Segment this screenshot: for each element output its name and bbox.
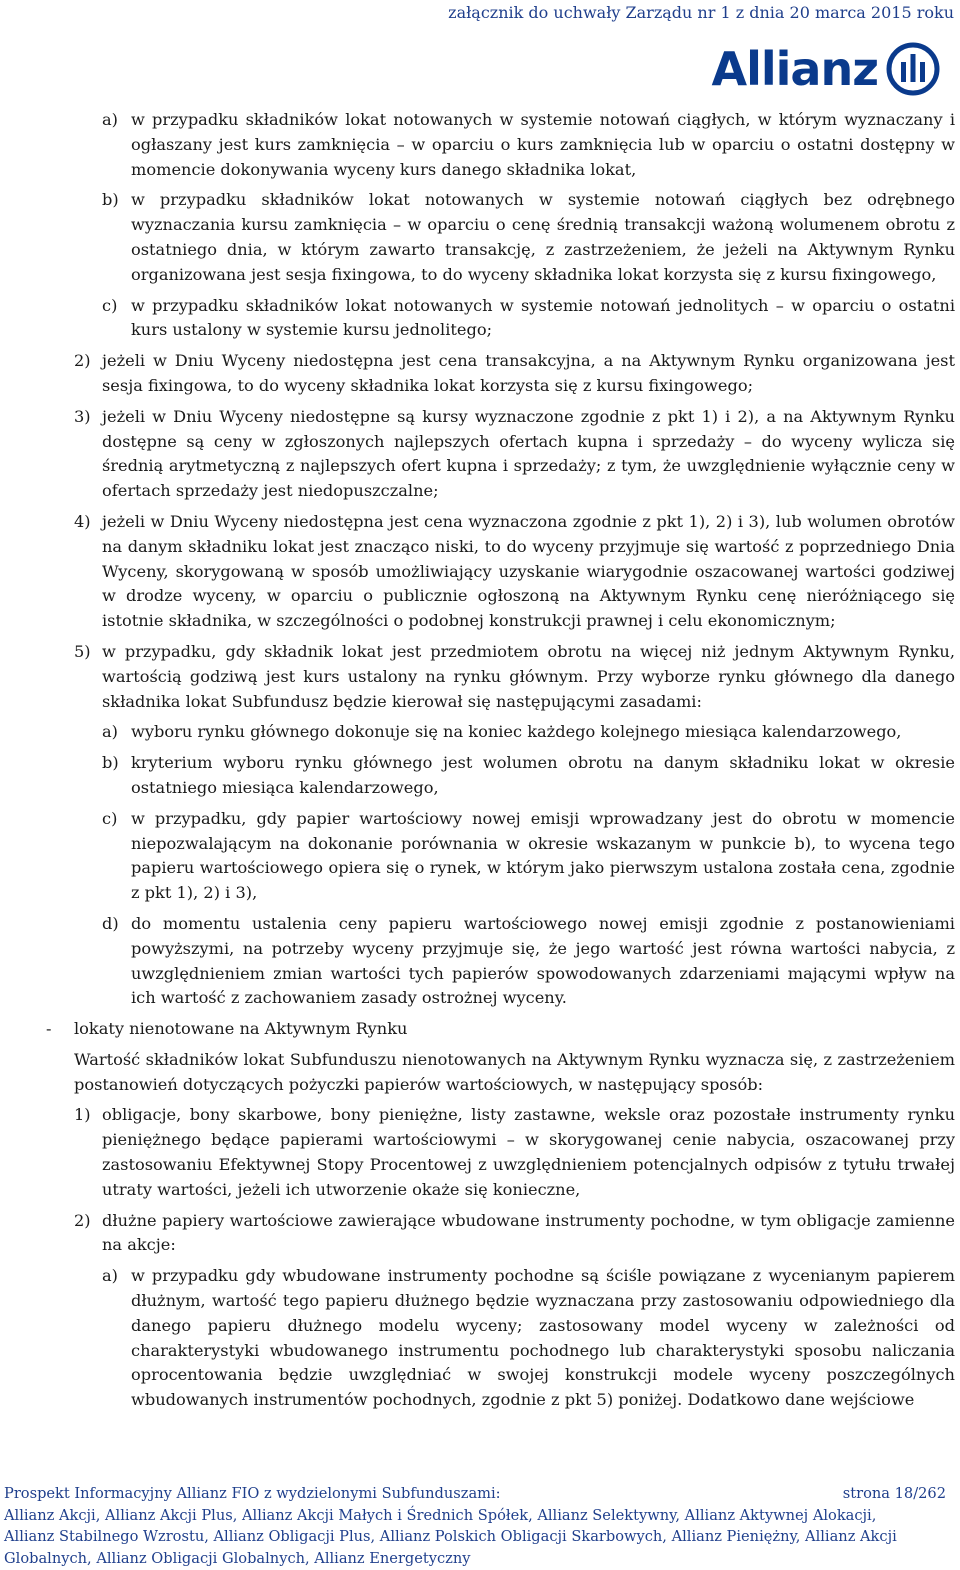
logo-wordmark: Allianz xyxy=(711,42,878,96)
list-text: w przypadku, gdy papier wartościowy nowej emisji wprowadzany jest do obrotu w momencie niepozwalającym na dokonanie porównania w okresie wskazanym w punkcie b), to wycena tego papieru wartościowego opiera się o rynek, w którym jako pierwszym ustalona została cena, zgodnie z pkt 1), 2) i 3), xyxy=(131,808,955,903)
list-text: obligacje, bony skarbowe, bony pieniężne, listy zastawne, weksle oraz pozostałe instrumenty rynku pieniężnego będące papierami wartościowymi – w skorygowanej cenie nabycia, oszacowanej przy zastosowaniu Efektywnej Stopy Procentowej z uwzględnieniem potencjalnych odpisów z tytułu trwałej utraty wartości, jeżeli ich utworzenie okaże się konieczne, xyxy=(102,1105,955,1199)
footer-subfunds-line: Allianz Stabilnego Wzrostu, Allianz Obligacji Plus, Allianz Polskich Obligacji Skarbowych, Allianz Pieniężny, Allianz Akcji xyxy=(4,1528,897,1545)
list-item xyxy=(28,188,955,287)
list-text: w przypadku składników lokat notowanych w systemie notowań ciągłych bez odrębnego wyznaczania kursu zamknięcia – w oparciu o cenę średnią transakcji ważoną wolumenem obrotu z ostatniego dnia, w którym zawarto transakcję, z zastrzeżeniem, że jeżeli na Aktywnym Rynku organizowana jest sesja fixingowa, to do wyceny składnika lokat korzysta się z kursu fixingowego, xyxy=(131,190,955,284)
section-title: lokaty nienotowane na Aktywnym Rynku xyxy=(74,1019,408,1039)
footer-prospectus-title: Prospekt Informacyjny Allianz FIO z wydzielonymi Subfunduszami: xyxy=(4,1485,501,1502)
allianz-logo xyxy=(712,40,940,98)
list-text: wyboru rynku głównego dokonuje się na koniec każdego kolejnego miesiąca kalendarzowego, xyxy=(131,722,902,742)
list-item xyxy=(28,720,955,745)
attachment-note: załącznik do uchwały Zarządu nr 1 z dnia 20 marca 2015 roku xyxy=(448,3,954,22)
list-item xyxy=(28,108,955,182)
list-label: 4) xyxy=(74,511,91,531)
document-body xyxy=(28,108,955,1413)
list-label: 3) xyxy=(74,406,91,426)
page-number: strona 18/262 xyxy=(842,1485,946,1502)
list-item xyxy=(28,405,955,504)
list-text: jeżeli w Dniu Wyceny niedostępne są kursy wyznaczone zgodnie z pkt 1) i 2), a na Aktywnym Rynku dostępne są ceny w zgłoszonych najlepszych ofertach kupna i sprzedaży – do wyceny wylicza się średnią arytmetyczną z najlepszych ofert kupna i sprzedaży; z tym, że uwzględnienie wyłącznie ceny w ofertach sprzedaży jest niedopuszczalne; xyxy=(102,406,955,501)
footer-subfunds-line: Allianz Akcji, Allianz Akcji Plus, Allianz Akcji Małych i Średnich Spółek, Allianz Selektywny, Allianz Aktywnej Alokacji, xyxy=(4,1506,877,1524)
list-label: b) xyxy=(102,190,119,210)
list-item xyxy=(28,1264,955,1413)
list-item xyxy=(28,510,955,634)
list-label: 2) xyxy=(74,1210,91,1230)
list-label: c) xyxy=(102,295,118,315)
list-item xyxy=(28,349,955,399)
list-label: a) xyxy=(102,110,118,129)
list-text: jeżeli w Dniu Wyceny niedostępna jest cena transakcyjna, a na Aktywnym Rynku organizowana jest sesja fixingowa, to do wyceny składnika lokat korzysta się z kursu fixingowego; xyxy=(102,351,955,395)
list-label: d) xyxy=(102,913,119,933)
list-text: w przypadku składników lokat notowanych w systemie notowań ciągłych, w którym wyznaczany i ogłaszany jest kurs zamknięcia – w oparciu o kurs zamknięcia lub w oparciu o ostatni dostępny w momencie dokonywania wyceny kurs danego składnika lokat, xyxy=(131,110,955,179)
allianz-eagle-icon xyxy=(886,42,940,96)
list-label: 5) xyxy=(74,641,91,661)
list-text: do momentu ustalenia ceny papieru wartościowego nowej emisji zgodnie z postanowieniami powyższymi, na potrzeby wyceny przyjmuje się, że jego wartość jest równa wartości nabycia, z uwzględnieniem zmian wartości tych papierów spowodowanych zdarzeniami mającymi wpływ na ich wartość z zachowaniem zasady ostrożnej wyceny. xyxy=(131,913,955,1008)
list-label: a) xyxy=(102,722,118,742)
section-dash: - xyxy=(46,1019,52,1039)
list-text: w przypadku składników lokat notowanych w systemie notowań jednolitych – w oparciu o ostatni kurs ustalony w systemie kursu jednolitego; xyxy=(131,295,955,340)
list-text: w przypadku gdy wbudowane instrumenty pochodne są ściśle powiązane z wycenianym papierem dłużnym, wartość tego papieru dłużnego będzie wyznaczana przy zastosowaniu odpowiedniego dla danego papieru dłużnego modelu wyceny; zastosowany model wyceny w zależności od charakterystyki wbudowanego instrumentu pochodnego lub charakterystyki sposobu naliczania oprocentowania będzie uwzględniać w swojej konstrukcji modele wyceny poszczególnych wbudowanych instrumentów pochodnych, zgodnie z pkt 5) poniżej. Dodatkowo dane wejściowe xyxy=(131,1266,955,1410)
list-label: 2) xyxy=(74,351,91,371)
list-text: dłużne papiery wartościowe zawierające wbudowane instrumenty pochodne, w tym obligacje zamienne na akcje: xyxy=(102,1210,955,1255)
list-text: w przypadku, gdy składnik lokat jest przedmiotem obrotu na więcej niż jednym Aktywnym Rynku, wartością godziwą jest kurs ustalony na rynku głównym. Przy wyborze rynku głównego dla danego składnika lokat Subfundusz będzie kierował się następującymi zasadami: xyxy=(102,641,955,711)
section-intro: Wartość składników lokat Subfunduszu nienotowanych na Aktywnym Rynku wyznacza się, z zastrzeżeniem postanowień dotyczących pożyczki papierów wartościowych, w następujący sposób: xyxy=(74,1049,955,1094)
list-item xyxy=(28,912,955,1011)
list-label: a) xyxy=(102,1266,118,1286)
list-label: b) xyxy=(102,753,119,773)
section-heading xyxy=(28,1017,955,1042)
list-label: c) xyxy=(102,808,118,828)
list-text: jeżeli w Dniu Wyceny niedostępna jest cena wyznaczona zgodnie z pkt 1), 2) i 3), lub wolumen obrotów na danym składniku lokat jest znacząco niski, to do wyceny przyjmuje się wartość z poprzedniego Dnia Wyceny, skorygowaną w sposób umożliwiający uzyskanie wiarygodnie oszacowanej wartości godziwej w drodze wyceny, w oparciu o publicznie ogłoszoną na Aktywnym Rynku cenę nieróżniącego się istotnie składnika, w szczególności o podobnej konstrukcji prawnej i celu ekonomicznym; xyxy=(102,511,955,631)
list-item xyxy=(28,807,955,906)
list-item xyxy=(28,751,955,801)
footer-subfunds-line: Globalnych, Allianz Obligacji Globalnych, Allianz Energetyczny xyxy=(4,1549,471,1567)
list-item xyxy=(28,294,955,344)
list-item xyxy=(28,1103,955,1202)
list-label: 1) xyxy=(74,1105,91,1125)
list-item xyxy=(28,1209,955,1259)
list-item xyxy=(28,640,955,714)
list-text: kryterium wyboru rynku głównego jest wolumen obrotu na danym składniku lokat w okresie ostatniego miesiąca kalendarzowego, xyxy=(131,753,955,797)
page-footer xyxy=(4,1483,954,1569)
